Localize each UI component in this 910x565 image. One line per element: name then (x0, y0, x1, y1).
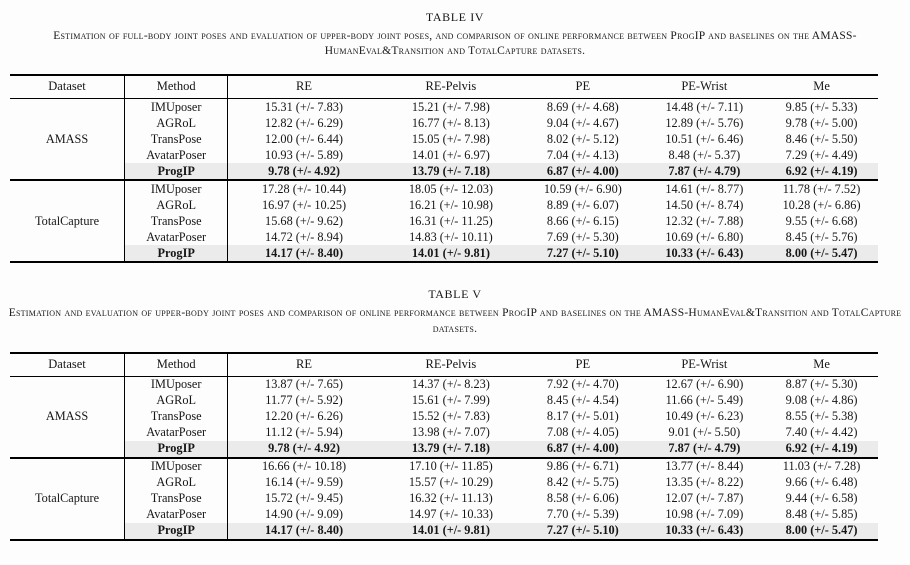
value-cell: 14.97 (+/- 10.33) (408, 507, 493, 522)
method-cell: AGRoL (125, 115, 228, 131)
method-cell: TransPose (125, 213, 228, 229)
column-header-me: Me (765, 353, 878, 377)
column-header-pe: PE (522, 353, 644, 377)
value-cell: 10.33 (+/- 6.43) (644, 523, 766, 540)
value-cell: 8.66 (+/- 6.15) (546, 213, 619, 228)
value-cell: 14.72 (+/- 8.94) (265, 229, 344, 244)
value-cell: 17.10 (+/- 11.85) (409, 459, 493, 474)
method-cell: AvatarPoser (125, 147, 228, 163)
value-cell: 14.90 (+/- 9.09) (265, 507, 344, 522)
value-cell: 8.46 (+/- 5.50) (785, 131, 858, 146)
value-cell: 9.08 (+/- 4.86) (785, 393, 858, 408)
value-cell: 15.61 (+/- 7.99) (411, 393, 490, 408)
value-cell: 9.78 (+/- 4.92) (228, 441, 380, 458)
method-cell: AvatarPoser (125, 229, 228, 245)
value-cell: 12.89 (+/- 5.76) (665, 115, 744, 130)
column-header-re: RE (228, 75, 380, 99)
column-header-pe-wrist: PE-Wrist (644, 353, 766, 377)
table-row-imuposer (10, 458, 878, 475)
table-row-avatarposer (10, 507, 878, 523)
column-header-method: Method (125, 75, 228, 99)
value-cell: 14.01 (+/- 9.81) (380, 523, 522, 540)
value-cell: 16.77 (+/- 8.13) (411, 115, 490, 130)
value-cell: 8.00 (+/- 5.47) (765, 245, 878, 262)
dataset-group-amass (10, 376, 878, 458)
value-cell: 8.87 (+/- 5.30) (785, 377, 858, 392)
value-cell: 8.69 (+/- 4.68) (546, 99, 619, 114)
table-row-transpose (10, 409, 878, 425)
value-cell: 15.68 (+/- 9.62) (265, 213, 344, 228)
value-cell: 7.70 (+/- 5.39) (546, 507, 619, 522)
value-cell: 13.79 (+/- 7.18) (380, 441, 522, 458)
column-header-me: Me (765, 75, 878, 99)
value-cell: 13.77 (+/- 8.44) (665, 459, 744, 474)
value-cell: 16.31 (+/- 11.25) (409, 213, 493, 228)
results-table-table-v (10, 352, 878, 541)
table-row-progip (10, 245, 878, 262)
value-cell: 17.28 (+/- 10.44) (261, 181, 347, 196)
table-row-agrol (10, 393, 878, 409)
value-cell: 11.03 (+/- 7.28) (782, 459, 861, 474)
value-cell: 13.35 (+/- 8.22) (665, 475, 744, 490)
value-cell: 15.72 (+/- 9.45) (265, 491, 344, 506)
value-cell: 10.51 (+/- 6.46) (665, 131, 744, 146)
value-cell: 14.83 (+/- 10.11) (409, 229, 493, 244)
table-row-agrol (10, 115, 878, 131)
column-header-re-pelvis: RE-Pelvis (380, 353, 522, 377)
table-row-avatarposer (10, 425, 878, 441)
method-cell: IMUposer (125, 458, 228, 475)
value-cell: 10.33 (+/- 6.43) (644, 245, 766, 262)
value-cell: 13.87 (+/- 7.65) (265, 377, 344, 392)
value-cell: 9.66 (+/- 6.48) (785, 475, 858, 490)
value-cell: 6.87 (+/- 4.00) (522, 441, 644, 458)
value-cell: 15.05 (+/- 7.98) (411, 131, 490, 146)
column-header-method: Method (125, 353, 228, 377)
dataset-group-totalcapture (10, 458, 878, 540)
dataset-group-totalcapture (10, 180, 878, 262)
method-cell: TransPose (125, 131, 228, 147)
value-cell: 12.67 (+/- 6.90) (665, 377, 744, 392)
table-row-agrol (10, 475, 878, 491)
table-row-imuposer (10, 376, 878, 393)
value-cell: 8.89 (+/- 6.07) (546, 197, 619, 212)
value-cell: 16.97 (+/- 10.25) (261, 197, 347, 212)
method-cell: IMUposer (125, 376, 228, 393)
value-cell: 16.32 (+/- 11.13) (409, 491, 493, 506)
value-cell: 9.44 (+/- 6.58) (785, 491, 858, 506)
value-cell: 8.48 (+/- 5.85) (785, 507, 858, 522)
value-cell: 15.31 (+/- 7.83) (265, 99, 344, 114)
value-cell: 18.05 (+/- 12.03) (408, 181, 493, 196)
table-iv (0, 74, 910, 263)
value-cell: 7.69 (+/- 5.30) (546, 229, 619, 244)
table-row-agrol (10, 197, 878, 213)
value-cell: 8.45 (+/- 4.54) (546, 393, 619, 408)
method-cell: AGRoL (125, 475, 228, 491)
value-cell: 6.87 (+/- 4.00) (522, 163, 644, 180)
table-v (0, 352, 910, 541)
value-cell: 9.55 (+/- 6.68) (785, 213, 858, 228)
table-row-transpose (10, 213, 878, 229)
value-cell: 9.78 (+/- 4.92) (228, 163, 380, 180)
table-row-imuposer (10, 99, 878, 116)
column-header-re-pelvis: RE-Pelvis (380, 75, 522, 99)
method-cell: AvatarPoser (125, 507, 228, 523)
value-cell: 7.27 (+/- 5.10) (522, 523, 644, 540)
value-cell: 8.48 (+/- 5.37) (668, 147, 741, 162)
value-cell: 14.50 (+/- 8.74) (665, 197, 744, 212)
value-cell: 12.20 (+/- 6.26) (265, 409, 344, 424)
method-cell: TransPose (125, 491, 228, 507)
value-cell: 9.04 (+/- 4.67) (546, 115, 619, 130)
value-cell: 15.57 (+/- 10.29) (408, 475, 493, 490)
column-header-pe-wrist: PE-Wrist (644, 75, 766, 99)
table-v-title: TABLE V (428, 287, 482, 302)
column-header-re: RE (228, 353, 380, 377)
value-cell: 11.78 (+/- 7.52) (782, 181, 861, 196)
value-cell: 7.40 (+/- 4.42) (785, 425, 858, 440)
method-cell: ProgIP (125, 441, 228, 458)
value-cell: 14.01 (+/- 6.97) (411, 147, 490, 162)
value-cell: 7.87 (+/- 4.79) (644, 441, 766, 458)
value-cell: 8.02 (+/- 5.12) (546, 131, 619, 146)
value-cell: 7.87 (+/- 4.79) (644, 163, 766, 180)
table-row-progip (10, 441, 878, 458)
value-cell: 12.07 (+/- 7.87) (665, 491, 744, 506)
value-cell: 8.42 (+/- 5.75) (546, 475, 619, 490)
value-cell: 8.55 (+/- 5.38) (785, 409, 858, 424)
table-v-block (0, 287, 910, 540)
value-cell: 7.04 (+/- 4.13) (546, 147, 619, 162)
method-cell: AGRoL (125, 393, 228, 409)
dataset-group-amass (10, 99, 878, 181)
column-header-dataset: Dataset (10, 353, 125, 377)
value-cell: 16.21 (+/- 10.98) (408, 197, 493, 212)
method-cell: ProgIP (125, 523, 228, 540)
value-cell: 10.93 (+/- 5.89) (265, 147, 344, 162)
value-cell: 10.28 (+/- 6.86) (782, 197, 861, 212)
value-cell: 12.32 (+/- 7.88) (665, 213, 744, 228)
value-cell: 11.66 (+/- 5.49) (665, 393, 744, 408)
table-row-progip (10, 163, 878, 180)
value-cell: 7.27 (+/- 5.10) (522, 245, 644, 262)
value-cell: 15.52 (+/- 7.83) (411, 409, 490, 424)
value-cell: 10.59 (+/- 6.90) (543, 181, 622, 196)
table-iv-caption: Estimation of full-body joint poses and evaluation of upper-body joint poses, and comparison of online performance between ProgIP and baselines on the AMASS-HumanEval&Transition and TotalCapture datasets. (53, 30, 857, 58)
results-table-table-iv (10, 74, 878, 263)
value-cell: 13.98 (+/- 7.07) (411, 425, 490, 440)
value-cell: 9.85 (+/- 5.33) (785, 99, 858, 114)
value-cell: 12.82 (+/- 6.29) (265, 115, 344, 130)
table-row-avatarposer (10, 229, 878, 245)
value-cell: 12.00 (+/- 6.44) (265, 131, 344, 146)
column-header-pe: PE (522, 75, 644, 99)
value-cell: 11.12 (+/- 5.94) (265, 425, 343, 440)
value-cell: 14.48 (+/- 7.11) (665, 99, 744, 114)
value-cell: 10.69 (+/- 6.80) (665, 229, 744, 244)
value-cell: 10.49 (+/- 6.23) (665, 409, 744, 424)
value-cell: 13.79 (+/- 7.18) (380, 163, 522, 180)
table-row-progip (10, 523, 878, 540)
value-cell: 8.58 (+/- 6.06) (546, 491, 619, 506)
header-row (10, 353, 878, 377)
value-cell: 11.77 (+/- 5.92) (265, 393, 343, 408)
method-cell: TransPose (125, 409, 228, 425)
method-cell: IMUposer (125, 99, 228, 116)
header-row (10, 75, 878, 99)
column-header-dataset: Dataset (10, 75, 125, 99)
method-cell: AGRoL (125, 197, 228, 213)
value-cell: 14.37 (+/- 8.23) (411, 377, 490, 392)
table-row-transpose (10, 491, 878, 507)
value-cell: 8.17 (+/- 5.01) (546, 409, 619, 424)
value-cell: 15.21 (+/- 7.98) (411, 99, 490, 114)
method-cell: ProgIP (125, 163, 228, 180)
value-cell: 14.17 (+/- 8.40) (228, 523, 380, 540)
value-cell: 8.00 (+/- 5.47) (765, 523, 878, 540)
dataset-cell: TotalCapture (10, 458, 125, 540)
value-cell: 6.92 (+/- 4.19) (765, 441, 878, 458)
table-iv-block (0, 10, 910, 263)
value-cell: 9.86 (+/- 6.71) (546, 459, 619, 474)
table-row-avatarposer (10, 147, 878, 163)
value-cell: 16.66 (+/- 10.18) (261, 459, 347, 474)
value-cell: 7.08 (+/- 4.05) (546, 425, 619, 440)
value-cell: 8.45 (+/- 5.76) (785, 229, 858, 244)
table-v-caption: Estimation and evaluation of upper-body joint poses and comparison of online performance between ProgIP and baselines on the AMASS-HumanEval&Transition and TotalCapture datasets. (8, 307, 902, 335)
dataset-cell: TotalCapture (10, 180, 125, 262)
value-cell: 7.92 (+/- 4.70) (546, 377, 619, 392)
method-cell: ProgIP (125, 245, 228, 262)
value-cell: 14.17 (+/- 8.40) (228, 245, 380, 262)
dataset-cell: AMASS (10, 376, 125, 458)
value-cell: 9.01 (+/- 5.50) (668, 425, 741, 440)
table-row-transpose (10, 131, 878, 147)
value-cell: 14.01 (+/- 9.81) (380, 245, 522, 262)
value-cell: 10.98 (+/- 7.09) (665, 507, 744, 522)
value-cell: 14.61 (+/- 8.77) (665, 181, 744, 196)
dataset-cell: AMASS (10, 99, 125, 181)
value-cell: 9.78 (+/- 5.00) (785, 115, 858, 130)
value-cell: 7.29 (+/- 4.49) (785, 147, 858, 162)
value-cell: 16.14 (+/- 9.59) (265, 475, 344, 490)
method-cell: IMUposer (125, 180, 228, 197)
table-row-imuposer (10, 180, 878, 197)
value-cell: 6.92 (+/- 4.19) (765, 163, 878, 180)
table-iv-title: TABLE IV (425, 10, 485, 24)
method-cell: AvatarPoser (125, 425, 228, 441)
